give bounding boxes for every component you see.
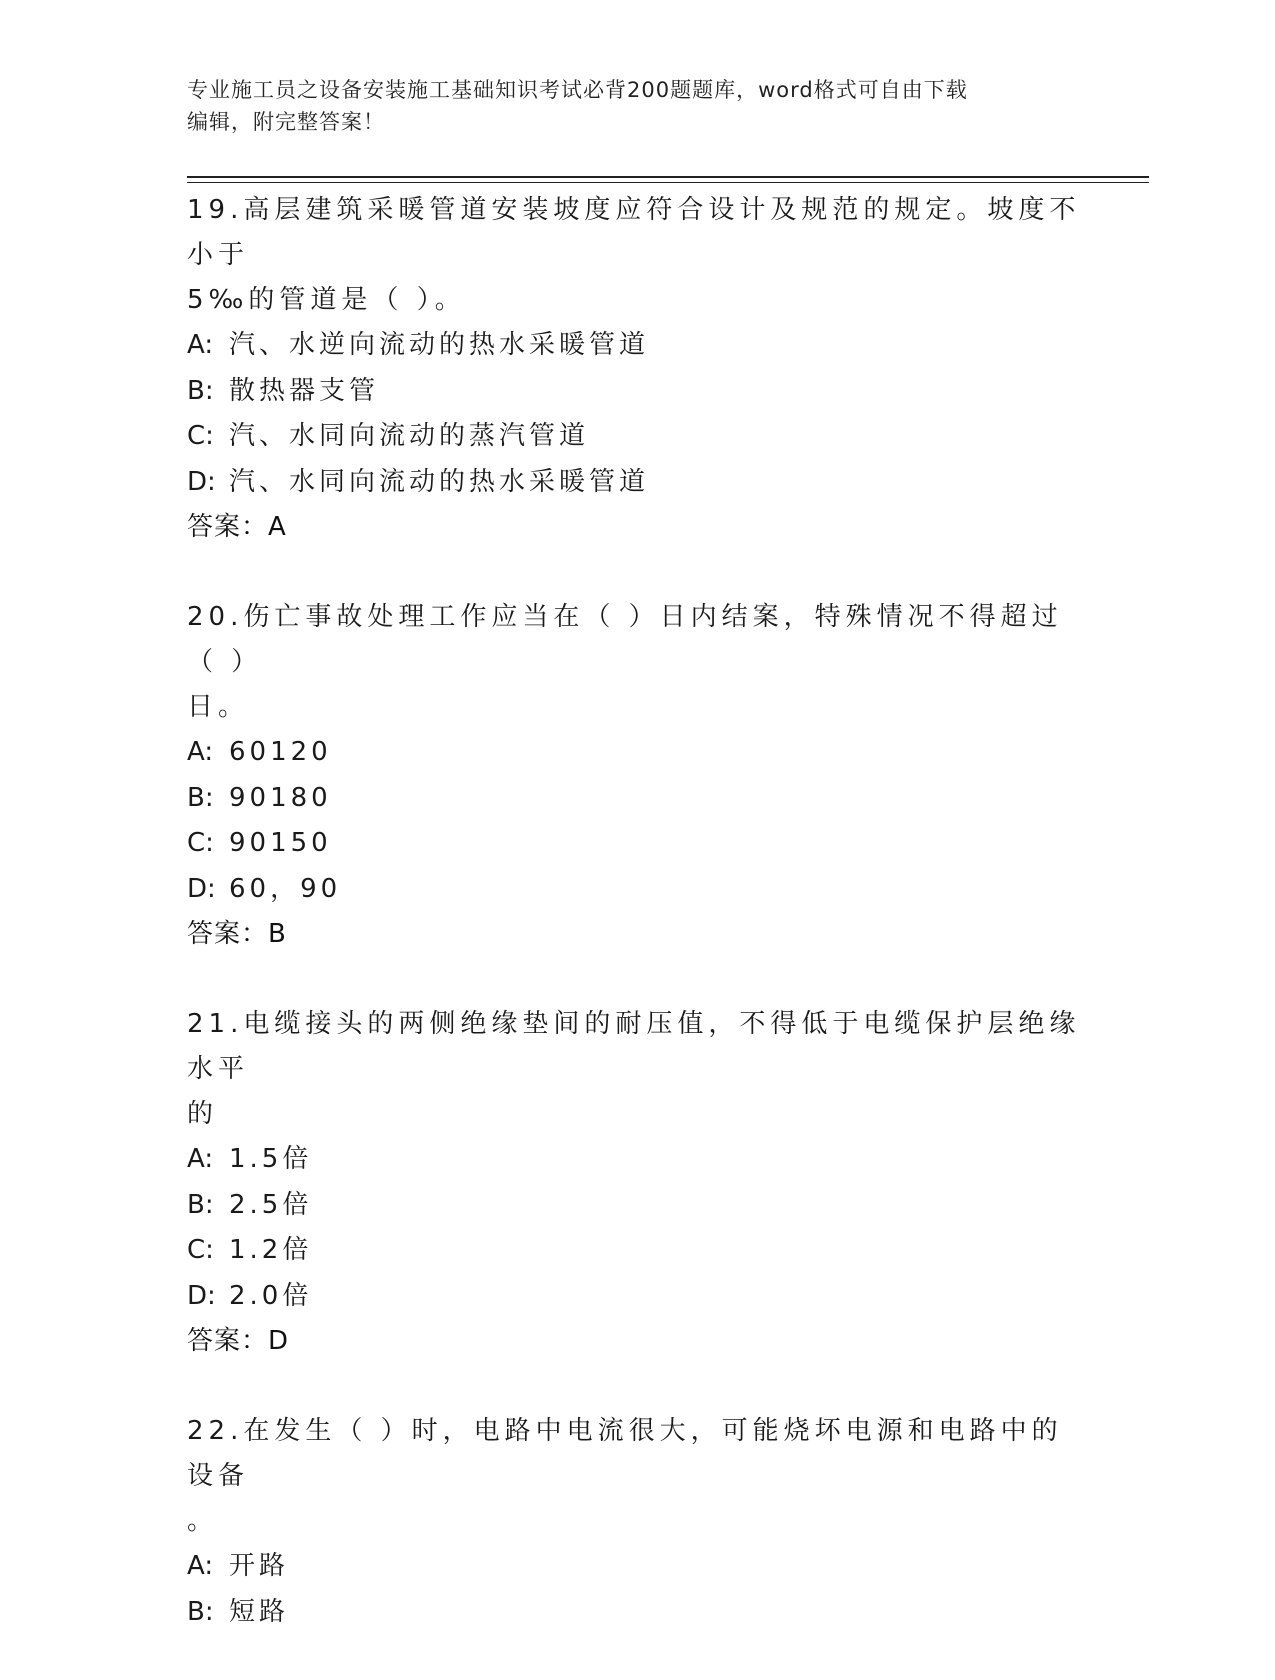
- document-header: [187, 74, 1087, 138]
- question-stem-line-2: 的: [187, 1099, 219, 1129]
- option-label: D:: [187, 873, 216, 904]
- option-label: C:: [187, 421, 214, 451]
- question-19: [187, 188, 1087, 550]
- option-label: D:: [187, 1280, 216, 1311]
- question-stem-line-2: 5‰的管道是（ ）。: [187, 285, 466, 315]
- option-label: B:: [187, 375, 214, 406]
- option-text: 1.5倍: [229, 1144, 313, 1174]
- question-20: [187, 595, 1087, 957]
- option-label: A:: [187, 737, 214, 767]
- option-b: [187, 1590, 1087, 1636]
- question-21: [187, 1002, 1087, 1364]
- question-stem-line-1: 22.在发生（ ）时，电路中电流很大，可能烧坏电源和电路中的设备: [187, 1416, 1063, 1491]
- option-label: A:: [187, 330, 214, 360]
- question-stem-line-1: 21.电缆接头的两侧绝缘垫间的耐压值，不得低于电缆保护层绝缘水平: [187, 1009, 1081, 1084]
- option-text: 汽、水同向流动的蒸汽管道: [229, 421, 590, 451]
- option-text: 开路: [229, 1551, 290, 1581]
- option-text: 1.2倍: [229, 1235, 313, 1265]
- option-d: [187, 867, 1087, 913]
- header-line-1: 专业施工员之设备安装施工基础知识考试必背200题题库，word格式可自由下载: [187, 78, 968, 102]
- option-label: A:: [187, 1144, 214, 1174]
- option-label: B:: [187, 1189, 214, 1220]
- option-text: 汽、水逆向流动的热水采暖管道: [229, 330, 650, 360]
- question-list: [187, 188, 1087, 1680]
- option-text: 90150: [229, 828, 332, 858]
- option-a: [187, 1137, 1087, 1183]
- question-stem-line-2: 日。: [187, 692, 250, 722]
- option-text: 短路: [229, 1596, 290, 1627]
- option-text: 60，90: [229, 873, 342, 904]
- question-stem-line-2: 。: [187, 1506, 219, 1536]
- option-label: B:: [187, 1596, 214, 1627]
- option-label: B:: [187, 782, 214, 813]
- question-22: [187, 1409, 1087, 1635]
- option-text: 90180: [229, 782, 332, 813]
- option-a: [187, 323, 1087, 369]
- option-a: [187, 1544, 1087, 1590]
- option-label: A:: [187, 1551, 214, 1581]
- option-c: [187, 414, 1087, 460]
- option-label: C:: [187, 828, 214, 858]
- header-line-2: 编辑，附完整答案！: [187, 110, 385, 134]
- option-c: [187, 1228, 1087, 1274]
- option-label: D:: [187, 466, 216, 497]
- option-text: 2.5倍: [229, 1189, 313, 1220]
- answer-line: 答案：B: [187, 919, 287, 949]
- question-stem-line-1: 20.伤亡事故处理工作应当在（ ）日内结案，特殊情况不得超过（ ）: [187, 602, 1063, 677]
- option-text: 60120: [229, 737, 332, 767]
- answer-line: 答案：A: [187, 512, 287, 542]
- option-text: 散热器支管: [229, 375, 380, 406]
- option-text: 2.0倍: [229, 1280, 313, 1311]
- question-stem-line-1: 19.高层建筑采暖管道安装坡度应符合设计及规范的规定。坡度不小于: [187, 195, 1081, 270]
- option-label: C:: [187, 1235, 214, 1265]
- option-text: 汽、水同向流动的热水采暖管道: [229, 466, 650, 497]
- header-divider-thick: [187, 176, 1149, 178]
- option-b: [187, 1183, 1087, 1229]
- option-c: [187, 821, 1087, 867]
- option-d: [187, 460, 1087, 506]
- option-d: [187, 1274, 1087, 1320]
- option-b: [187, 776, 1087, 822]
- option-a: [187, 730, 1087, 776]
- answer-line: 答案：D: [187, 1326, 290, 1356]
- option-b: [187, 369, 1087, 415]
- header-divider-thin: [187, 182, 1149, 183]
